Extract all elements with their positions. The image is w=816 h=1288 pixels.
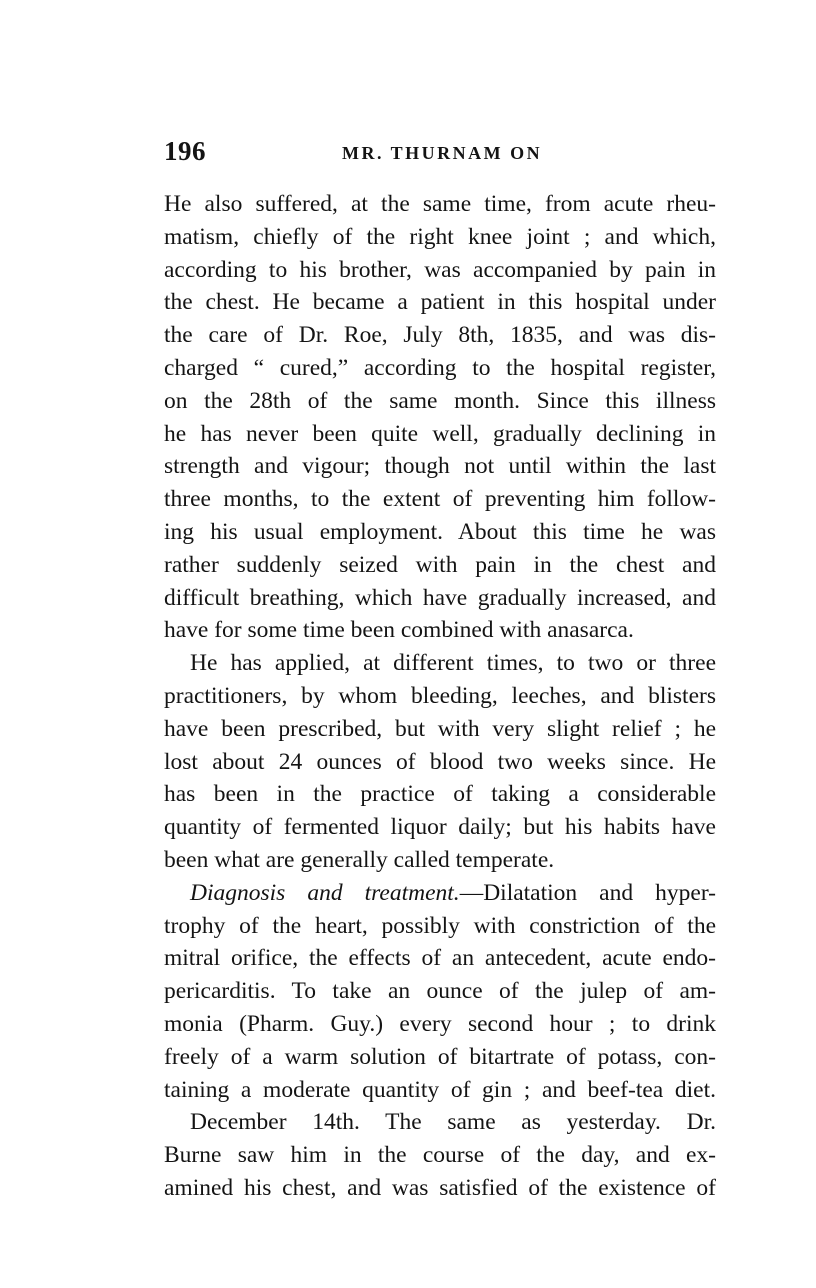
text-line: on the 28th of the same month. Since this illness [164,387,716,414]
text-line: three months, to the extent of preventing him follow- [164,486,716,513]
paragraph [164,1106,716,1204]
text-line: taining a moderate quantity of gin ; and beef-tea diet. [164,1076,716,1103]
text-fragment: —Dilatation and hyper- [459,879,716,906]
text-line: has been in the practice of taking a considerable [164,781,716,808]
paragraph [164,877,716,1107]
running-head: MR. THURNAM ON [342,143,543,163]
text-line: He has applied, at different times, to two or three [190,650,716,677]
text-line: monia (Pharm. Guy.) every second hour ; to drink [164,1010,716,1037]
text-line: December 14th. The same as yesterday. Dr. [190,1109,716,1136]
text-line [164,877,716,910]
text-line: quantity of fermented liquor daily; but his habits have [164,814,716,841]
text-line: He also suffered, at the same time, from acute rheu- [164,191,716,217]
text-line: trophy of the heart, possibly with constriction of the [164,912,716,939]
text-line: rather suddenly seized with pain in the chest and [164,551,716,578]
text-line: been what are generally called temperate. [164,846,555,873]
text-line: the chest. He became a patient in this hospital under [164,289,716,316]
body-text [164,188,716,1205]
text-line: pericarditis. To take an ounce of the julep of am- [164,978,716,1005]
text-line: he has never been quite well, gradually declining in [164,420,716,447]
text-line: the care of Dr. Roe, July 8th, 1835, and was dis- [164,322,716,349]
paragraph [164,647,716,877]
text-line: freely of a warm solution of bitartrate of potass, con- [164,1043,716,1070]
text-line: according to his brother, was accompanied by pain in [164,256,716,283]
text-line: ing his usual employment. About this time he was [164,518,716,545]
text-line: amined his chest, and was satisfied of the existence of [164,1174,716,1201]
text-line: difficult breathing, which have gradually increased, and [164,584,716,611]
text-line: practitioners, by whom bleeding, leeches, and blisters [164,682,716,709]
text-line: have for some time been combined with anasarca. [164,617,634,644]
text-line: matism, chiefly of the right knee joint ; and which, [164,223,716,250]
page-header [164,136,716,176]
text-line: have been prescribed, but with very slight relief ; he [164,715,716,742]
paragraph [164,188,716,647]
text-line: lost about 24 ounces of blood two weeks since. He [164,748,716,775]
section-heading: Diagnosis and treatment. [190,879,460,906]
text-line: Burne saw him in the course of the day, and ex- [164,1142,716,1169]
text-line: mitral orifice, the effects of an antecedent, acute endo- [164,945,716,972]
page-number: 196 [164,136,206,166]
text-line: strength and vigour; though not until within the last [164,453,716,480]
text-line: charged “ cured,” according to the hospital register, [164,354,716,381]
